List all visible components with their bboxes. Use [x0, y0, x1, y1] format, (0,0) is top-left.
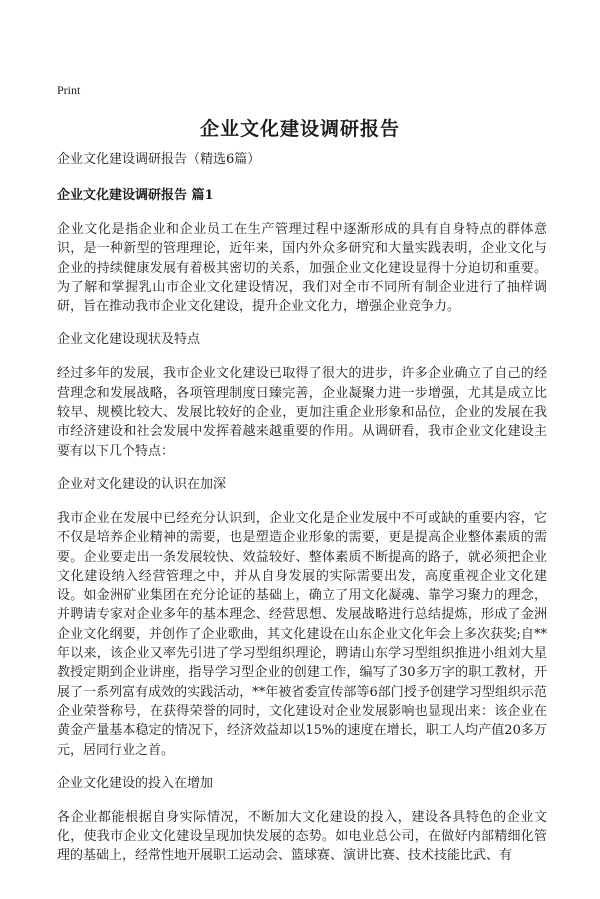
- subheading-awareness: 企业对文化建设的认识在加深: [57, 476, 227, 492]
- subheading-investment: 企业文化建设的投入在增加: [57, 775, 214, 791]
- document-body: [57, 150, 547, 880]
- paragraph-intro: 企业文化是指企业和企业员工在生产管理过程中逐渐形成的具有自身特点的群体意识，是一种新型的管理理论，近年来，国内外众多研究和大量实践表明，企业文化与企业的持续健康发展有着极其密切的关系，加强企业文化建设显得十分迫切和重要。为了解和掌握乳山市企业文化建设情况，我们对全市不同所有制企业进行了抽样调研，旨在推动我市企业文化建设，提升企业文化力，增强企业竞争力。: [57, 222, 547, 315]
- document-subtitle: 企业文化建设调研报告（精选6篇）: [57, 152, 261, 167]
- print-label: Print: [57, 83, 81, 97]
- paragraph-status: 经过多年的发展，我市企业文化建设已取得了很大的进步，许多企业确立了自己的经营理念和发展战略，各项管理制度日臻完善，企业凝聚力进一步增强，尤其是成立比较早、规模比较大、发展比较好的企业，更加注重企业形象和品位，企业的发展在我市经济建设和社会发展中发挥着越来越重要的作用。从调研看，我市企业文化建设主要有以下几个特点：: [57, 366, 547, 459]
- paragraph-awareness: 我市企业在发展中已经充分认识到，企业文化是企业发展中不可或缺的重要内容，它不仅是培养企业精神的需要，也是塑造企业形象的需要，更是提高企业整体素质的需要。企业要走出一条发展较快、效益较好、整体素质不断提高的路子，就必须把企业文化建设纳入经营管理之中，并从自身发展的实际需要出发，高度重视企业文化建设。如金洲矿业集团在充分论证的基础上，确立了用文化凝魂、靠学习聚力的理念，并聘请专家对企业多年的基本理念、经营思想、发展战略进行总结提炼，形成了金洲企业文化纲要，并创作了企业歌曲，其文化建设在山东企业文化年会上多次获奖;自**年以来，该企业又率先引进了学习型组织理论，聘请山东学习型组织推进小组刘大星教授定期到企业讲座，指导学习型企业的创建工作，编写了30多万字的职工教材，开展了一系列富有成效的实践活动，**年被省委宣传部等6部门授予创建学习型组织示范企业荣誉称号，在获得荣誉的同时，文化建设对企业发展影响也显现出来：该企业在黄金产量基本稳定的情况下，经济效益却以15%的速度在增长，职工人均产值20多万元，居同行业之首。: [57, 510, 547, 758]
- document-title: 企业文化建设调研报告: [199, 118, 400, 140]
- subheading-status: 企业文化建设现状及特点: [57, 332, 201, 348]
- section-heading: 企业文化建设调研报告 篇1: [57, 188, 214, 203]
- paragraph-investment: 各企业都能根据自身实际情况，不断加大文化建设的投入，建设各具特色的企业文化，使我市企业文化建设呈现加快发展的态势。如电业总公司，在做好内部精细化管理的基础上，经常性地开展职工运动会、篮球赛、演讲比赛、技术技能比武、有: [57, 809, 547, 864]
